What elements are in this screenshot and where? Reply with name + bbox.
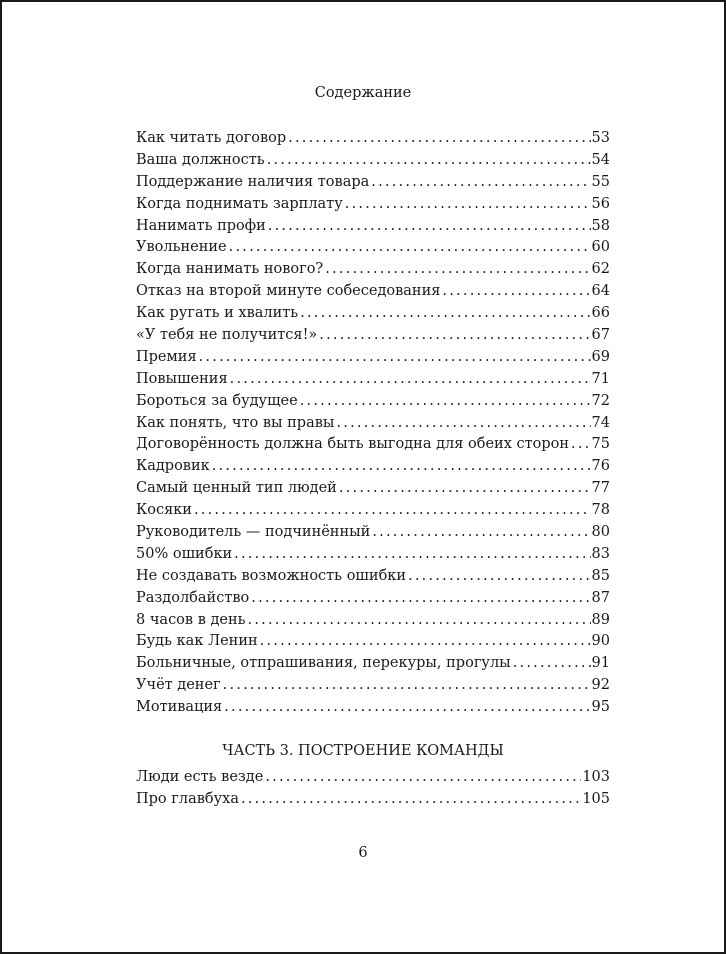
- dot-leader: [300, 305, 590, 321]
- toc-entry-page: 72: [591, 392, 610, 409]
- toc-entry[interactable]: [136, 152, 610, 174]
- toc-entry[interactable]: [136, 283, 610, 305]
- toc-entry-title: Когда нанимать нового?: [136, 261, 324, 278]
- toc-entry-title: Руководитель — подчинённый: [136, 524, 371, 541]
- toc-entry-page: 74: [591, 414, 610, 431]
- toc-entry-page: 92: [591, 677, 610, 694]
- toc-entry-title: Ваша должность: [136, 151, 265, 168]
- toc-entry-page: 69: [591, 348, 610, 365]
- toc-entry-title: Как ругать и хвалить: [136, 305, 299, 322]
- toc-entry-page: 55: [591, 173, 610, 190]
- toc-entry[interactable]: [136, 174, 610, 196]
- toc-entry[interactable]: [136, 699, 610, 721]
- dot-leader: [194, 502, 591, 518]
- dot-leader: [339, 480, 591, 496]
- toc-entry[interactable]: [136, 677, 610, 699]
- toc-entry-title: Про главбуха: [136, 790, 239, 807]
- dot-leader: [345, 196, 591, 212]
- toc-entry-page: 54: [591, 151, 610, 168]
- dot-leader: [234, 546, 590, 562]
- dot-leader: [230, 371, 591, 387]
- toc-entry-title: Люди есть везде: [136, 769, 264, 785]
- toc-entry[interactable]: [136, 458, 610, 480]
- toc-entry-title: Поддержание наличия товара: [136, 173, 370, 190]
- toc-entry-page: 85: [591, 567, 610, 584]
- toc-entry-page: 75: [591, 436, 610, 453]
- toc-entry-page: 56: [591, 195, 610, 212]
- toc-entry-page: 95: [591, 699, 610, 716]
- dot-leader: [288, 130, 590, 146]
- dot-leader: [408, 568, 591, 584]
- toc-entry[interactable]: [136, 239, 610, 261]
- toc-entry-page: 80: [591, 524, 610, 541]
- toc-entry-title: Больничные, отпрашивания, перекуры, прогулы: [136, 655, 511, 672]
- toc-entry[interactable]: [136, 305, 610, 327]
- toc-entry-title: Премия: [136, 348, 197, 365]
- toc-entry-title: Нанимать профи: [136, 217, 266, 234]
- toc-entry-page: 76: [591, 458, 610, 475]
- toc-entry-title: Мотивация: [136, 699, 223, 716]
- toc-entry[interactable]: [136, 436, 610, 458]
- toc-entry[interactable]: [136, 218, 610, 240]
- toc-entry-title: Договорённость должна быть выгодна для обеих сторон: [136, 436, 570, 453]
- toc-part-list: [136, 769, 610, 813]
- toc-entry[interactable]: [136, 546, 610, 568]
- dot-leader: [513, 655, 591, 671]
- dot-leader: [223, 677, 591, 693]
- dot-leader: [224, 699, 590, 715]
- dot-leader: [212, 458, 591, 474]
- toc-list: [136, 130, 610, 721]
- toc-entry-title: Самый ценный тип людей: [136, 480, 337, 497]
- toc-entry[interactable]: [136, 261, 610, 283]
- toc-entry-page: 87: [591, 589, 610, 606]
- toc-entry-title: Бороться за будущее: [136, 392, 298, 409]
- toc-entry[interactable]: [136, 524, 610, 546]
- toc-entry-title: Как понять, что вы правы: [136, 414, 335, 431]
- toc-entry-page: 77: [591, 480, 610, 497]
- toc-entry-title: 8 часов в день: [136, 611, 246, 628]
- dot-leader: [260, 633, 591, 649]
- toc-entry-page: 83: [591, 545, 610, 562]
- toc-entry-page: 62: [591, 261, 610, 278]
- dot-leader: [371, 174, 590, 190]
- dot-leader: [199, 349, 591, 365]
- dot-leader: [571, 436, 591, 452]
- toc-entry-title: Кадровик: [136, 458, 210, 475]
- toc-entry-page: 89: [591, 611, 610, 628]
- toc-entry-title: Когда поднимать зарплату: [136, 195, 343, 212]
- toc-entry-title: Будь как Ленин: [136, 633, 258, 650]
- toc-entry[interactable]: [136, 327, 610, 349]
- toc-entry-page: 105: [582, 790, 610, 807]
- toc-entry[interactable]: [136, 568, 610, 590]
- toc-entry-page: 91: [591, 655, 610, 672]
- toc-entry-title: Учёт денег: [136, 677, 221, 694]
- toc-entry-page: 71: [591, 370, 610, 387]
- dot-leader: [319, 327, 590, 343]
- toc-entry-title: Косяки: [136, 502, 192, 519]
- toc-entry[interactable]: [136, 769, 610, 791]
- dot-leader: [251, 590, 590, 606]
- toc-entry-page: 78: [591, 502, 610, 519]
- toc-entry-title: «У тебя не получится!»: [136, 327, 318, 344]
- toc-entry-page: 90: [591, 633, 610, 650]
- toc-entry-page: 53: [591, 130, 610, 146]
- toc-entry[interactable]: [136, 371, 610, 393]
- dot-leader: [229, 239, 591, 255]
- dot-leader: [265, 769, 581, 785]
- toc-entry-page: 66: [591, 305, 610, 322]
- dot-leader: [248, 612, 591, 628]
- toc-entry[interactable]: [136, 502, 610, 524]
- dot-leader: [268, 218, 591, 234]
- toc-entry-title: 50% ошибки: [136, 545, 233, 562]
- toc-entry-page: 67: [591, 327, 610, 344]
- toc-entry[interactable]: [136, 130, 610, 152]
- toc-entry[interactable]: [136, 349, 610, 371]
- dot-leader: [442, 283, 590, 299]
- dot-leader: [267, 152, 591, 168]
- toc-entry[interactable]: [136, 196, 610, 218]
- dot-leader: [372, 524, 590, 540]
- toc-entry-title: Отказ на второй минуте собеседования: [136, 283, 441, 300]
- dot-leader: [241, 791, 581, 807]
- toc-entry[interactable]: [136, 393, 610, 415]
- toc-entry[interactable]: [136, 612, 610, 634]
- toc-heading: Содержание: [314, 85, 412, 101]
- toc-entry-title: Увольнение: [136, 239, 227, 256]
- dot-leader: [336, 415, 590, 431]
- page-number: 6: [358, 845, 368, 861]
- toc-entry-title: Как читать договор: [136, 130, 287, 146]
- toc-entry-title: Не создавать возможность ошибки: [136, 567, 407, 584]
- toc-entry[interactable]: [136, 791, 610, 813]
- toc-entry-page: 60: [591, 239, 610, 256]
- toc-entry[interactable]: [136, 655, 610, 677]
- part-heading: ЧАСТЬ 3. ПОСТРОЕНИЕ КОМАНДЫ: [222, 743, 504, 759]
- toc-entry-title: Раздолбайство: [136, 589, 250, 606]
- toc-entry-page: 64: [591, 283, 610, 300]
- toc-entry[interactable]: [136, 415, 610, 437]
- toc-entry-title: Повышения: [136, 370, 228, 387]
- toc-entry[interactable]: [136, 480, 610, 502]
- toc-entry-page: 58: [591, 217, 610, 234]
- dot-leader: [325, 261, 590, 277]
- dot-leader: [300, 393, 591, 409]
- toc-entry-page: 103: [582, 769, 610, 785]
- toc-entry[interactable]: [136, 590, 610, 612]
- toc-entry[interactable]: [136, 633, 610, 655]
